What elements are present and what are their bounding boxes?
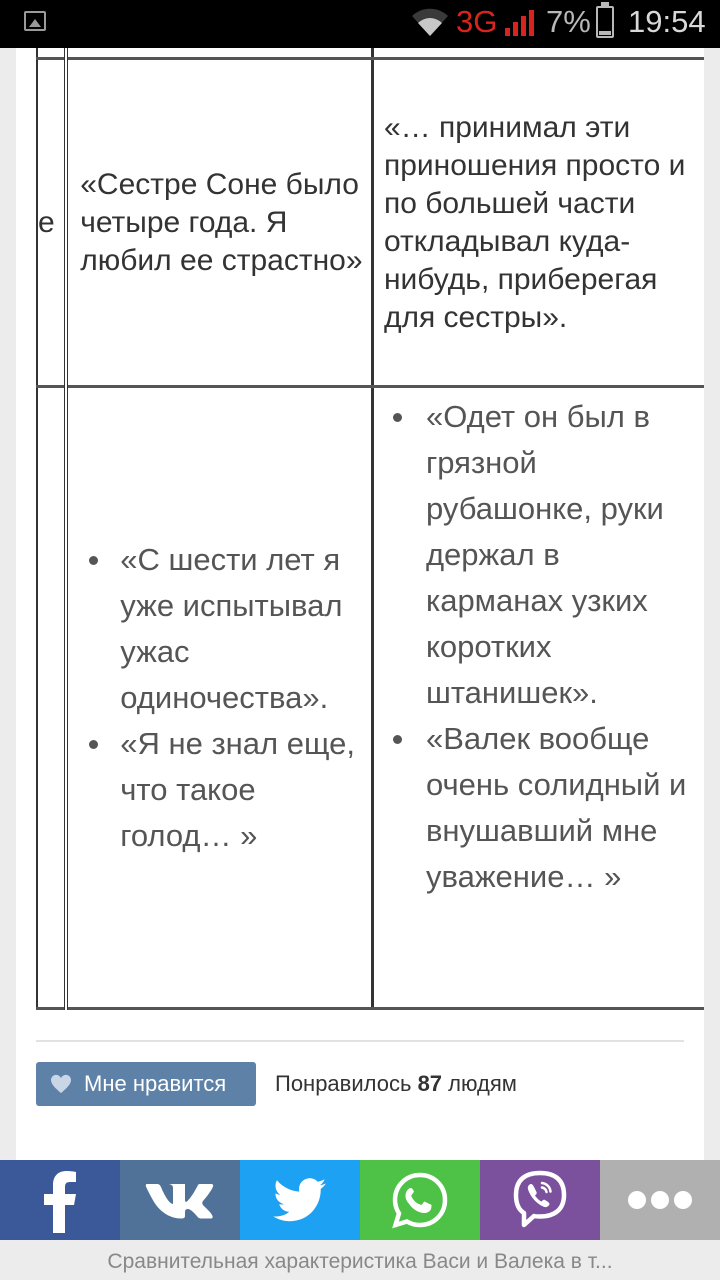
whatsapp-icon xyxy=(391,1171,449,1229)
facebook-icon xyxy=(42,1167,78,1233)
signal-icon xyxy=(505,8,535,36)
table-row xyxy=(37,59,704,387)
share-twitter-button[interactable] xyxy=(240,1160,360,1240)
quote-list xyxy=(80,537,363,859)
table-cell-left xyxy=(66,387,372,1009)
list-item: «Одет он был в грязной рубашонке, руки держал в карманах узких коротких штанишек». xyxy=(384,394,704,716)
table-row xyxy=(37,48,704,59)
share-whatsapp-button[interactable] xyxy=(360,1160,480,1240)
row-label-cell: е xyxy=(37,59,66,387)
like-button[interactable] xyxy=(36,1062,256,1106)
article-page xyxy=(16,48,704,1160)
quote-text: «… принимал эти приношения просто и по большей части откладывал куда-нибудь, приберегая для сестры». xyxy=(383,110,686,334)
status-bar xyxy=(0,0,720,48)
share-viber-button[interactable] xyxy=(480,1160,600,1240)
quote-text: «Сестре Соне было четыре года. Я любил ее страстно» xyxy=(80,167,363,277)
twitter-icon xyxy=(272,1177,328,1223)
share-more-button[interactable] xyxy=(600,1160,720,1240)
table-cell-right xyxy=(372,59,704,387)
battery-icon xyxy=(596,6,614,38)
table-row xyxy=(37,387,704,1009)
clock: 19:54 xyxy=(628,4,706,39)
divider xyxy=(36,1040,684,1042)
network-type: 3G xyxy=(456,4,498,39)
vk-icon xyxy=(145,1180,215,1220)
battery-percent: 7% xyxy=(546,4,591,39)
viber-icon xyxy=(510,1169,570,1231)
like-count-text: Понравилось 87 людям xyxy=(275,1071,517,1096)
table-cell-left xyxy=(66,59,372,387)
heart-icon xyxy=(50,1074,72,1094)
comparison-table xyxy=(36,48,704,1010)
wifi-icon xyxy=(410,6,450,38)
quote-list xyxy=(384,394,704,900)
share-bar xyxy=(0,1160,720,1240)
table-cell-right xyxy=(372,387,704,1009)
like-button-label: Мне нравится xyxy=(84,1071,227,1096)
share-vk-button[interactable] xyxy=(120,1160,240,1240)
page-title-footer: Сравнительная характеристика Васи и Валека в т... xyxy=(0,1240,720,1280)
share-facebook-button[interactable] xyxy=(0,1160,120,1240)
list-item: «Валек вообще очень солидный и внушавший мне уважение… » xyxy=(384,716,704,900)
image-icon xyxy=(24,11,46,31)
list-item: «Я не знал еще, что такое голод… » xyxy=(80,721,363,859)
more-icon xyxy=(627,1190,693,1210)
list-item: «С шести лет я уже испытывал ужас одиночества». xyxy=(80,537,363,721)
like-count: 87 xyxy=(417,1071,443,1096)
